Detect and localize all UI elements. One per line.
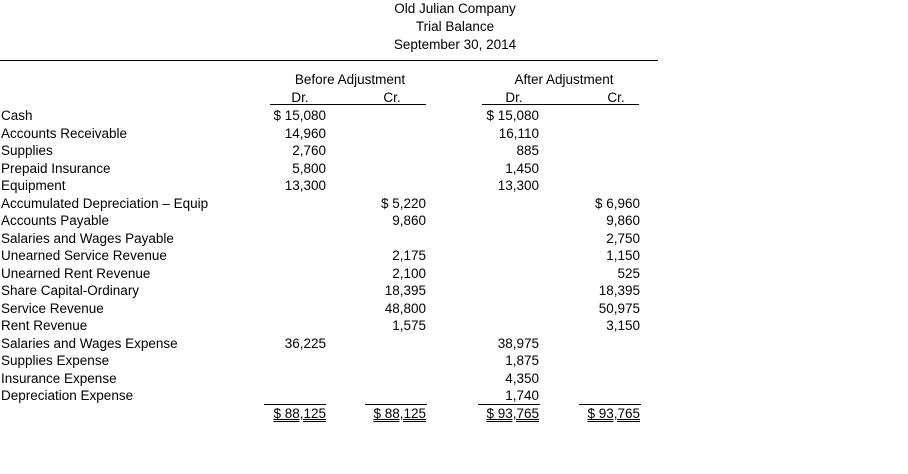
- before-dr-value: 36,225: [284, 335, 326, 351]
- after-dr-value: 16,110: [498, 125, 539, 141]
- table-row: [0, 265, 660, 283]
- before-dr-value: 5,800: [292, 160, 326, 176]
- account-name: Service Revenue: [1, 300, 104, 316]
- after-cr-value: 3,150: [606, 318, 640, 333]
- after-cr-value: 9,860: [606, 213, 640, 228]
- report-date: September 30, 2014: [393, 37, 517, 52]
- after-dr-value: 4,350: [505, 370, 539, 386]
- after-cr-value: 525: [617, 265, 640, 281]
- before-cr-value: 2,100: [392, 265, 426, 281]
- account-name: Prepaid Insurance: [1, 160, 111, 176]
- account-name: Salaries and Wages Payable: [1, 230, 174, 246]
- before-cr-value: 18,395: [384, 283, 426, 298]
- table-row: [0, 195, 660, 213]
- header-rule: [0, 60, 658, 61]
- before-adjustment-header: Before Adjustment: [294, 72, 406, 87]
- table-row: [0, 177, 660, 195]
- table-row: [0, 317, 660, 335]
- after-cr-value: 2,750: [606, 230, 640, 246]
- before-cr-value: 48,800: [384, 300, 426, 316]
- after-cr-value: 1,150: [606, 248, 640, 263]
- before-header-underline: [270, 104, 426, 105]
- table-row: [0, 230, 660, 248]
- totals-row: [0, 405, 660, 423]
- after-dr-header: Dr.: [505, 90, 523, 105]
- table-row: [0, 142, 660, 160]
- after-dr-value: 38,975: [497, 335, 539, 351]
- account-name: Supplies Expense: [1, 353, 110, 368]
- table-row: [0, 370, 660, 388]
- after-dr-value: 1,740: [505, 388, 539, 403]
- after-cr-total: $ 93,765: [587, 406, 640, 421]
- table-row: [0, 212, 660, 230]
- after-dr-value: 885: [516, 143, 539, 158]
- account-name: Unearned Rent Revenue: [1, 265, 151, 281]
- before-dr-value: 14,960: [284, 125, 326, 141]
- account-name: Insurance Expense: [1, 370, 117, 386]
- before-dr-value: 2,760: [292, 143, 326, 158]
- after-cr-value: 18,395: [598, 283, 640, 298]
- account-name: Accounts Receivable: [1, 125, 128, 141]
- after-dr-total: $ 93,765: [486, 406, 539, 421]
- table-row: [0, 107, 660, 125]
- before-cr-value: 1,575: [392, 318, 426, 333]
- table-row: [0, 282, 660, 300]
- after-dr-value: $ 15,080: [486, 108, 539, 123]
- table-row: [0, 352, 660, 370]
- account-name: Depreciation Expense: [1, 388, 134, 403]
- account-name: Rent Revenue: [1, 318, 88, 333]
- after-dr-value: 13,300: [497, 178, 539, 193]
- after-cr-value: 50,975: [598, 300, 640, 316]
- after-dr-value: 1,450: [505, 160, 539, 176]
- company-name: Old Julian Company: [394, 1, 516, 16]
- before-dr-value: $ 15,080: [273, 108, 326, 123]
- after-cr-header: Cr.: [607, 90, 625, 105]
- table-row: [0, 125, 660, 143]
- account-name: Share Capital-Ordinary: [1, 283, 140, 298]
- table-row: [0, 160, 660, 178]
- before-dr-value: 13,300: [284, 178, 326, 193]
- after-adjustment-header: After Adjustment: [514, 72, 614, 87]
- after-header-underline: [482, 104, 639, 105]
- account-name: Accumulated Depreciation – Equip: [1, 195, 209, 211]
- account-name: Equipment: [1, 178, 66, 193]
- account-name: Salaries and Wages Expense: [1, 335, 178, 351]
- account-name: Accounts Payable: [1, 213, 110, 228]
- table-row: [0, 300, 660, 318]
- account-name: Cash: [1, 108, 33, 123]
- after-cr-value: $ 6,960: [594, 195, 640, 211]
- table-row: [0, 247, 660, 265]
- table-row: [0, 387, 660, 405]
- table-row: [0, 335, 660, 353]
- account-name: Unearned Service Revenue: [1, 248, 167, 263]
- before-dr-total: $ 88,125: [273, 406, 326, 421]
- before-cr-value: 2,175: [392, 248, 426, 263]
- after-dr-value: 1,875: [505, 353, 539, 368]
- report-title: Trial Balance: [415, 19, 495, 34]
- before-dr-header: Dr.: [291, 90, 309, 105]
- before-cr-value: 9,860: [392, 213, 426, 228]
- account-name: Supplies: [1, 143, 53, 158]
- before-cr-value: $ 5,220: [380, 195, 426, 211]
- before-cr-header: Cr.: [383, 90, 401, 105]
- before-cr-total: $ 88,125: [373, 406, 426, 421]
